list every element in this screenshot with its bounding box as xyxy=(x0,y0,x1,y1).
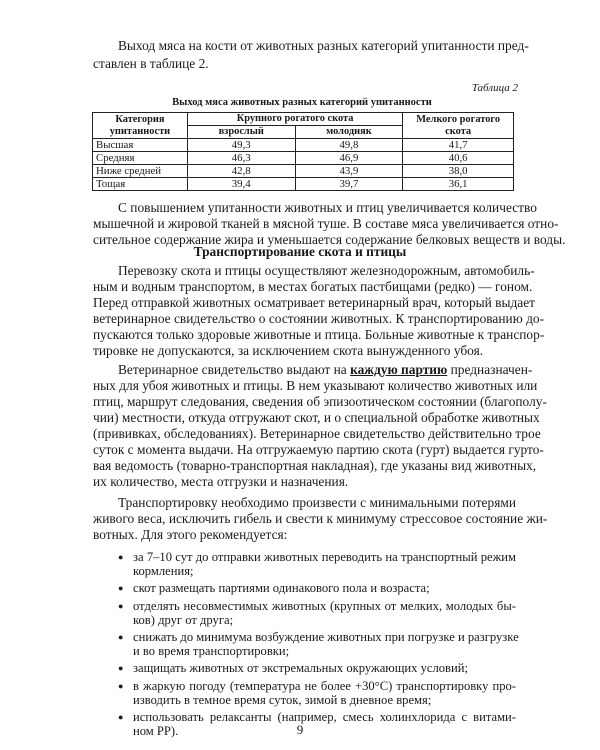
page-number: 9 xyxy=(296,722,304,737)
bullet-4-line-1: снижать до минимума возбуждение животных при погрузке и разгрузке xyxy=(133,630,519,644)
table-caption: Таблица 2 xyxy=(471,82,518,94)
para1-line-3: сительное содержание жира и уменьшается содержание белковых веществ и воды. xyxy=(93,232,566,247)
cell-young: 46,9 xyxy=(295,152,403,165)
para2-line-3: Перед отправкой животных осматривает ветеринарный врач, который выдает xyxy=(93,295,536,310)
para1-line-2: мышечной и жировой тканей в мясной туше. В составе мяса увеличивается отно- xyxy=(93,216,559,231)
row-label: Средняя xyxy=(93,152,188,165)
table-header-row-1 xyxy=(93,113,514,126)
header-adult: взрослый xyxy=(187,126,295,139)
cell-adult: 42,8 xyxy=(187,165,295,178)
bullet-3-line-1: отделять несовместимых животных (крупных от мелких, молодых бы- xyxy=(133,598,516,613)
para3-line-4: чии) местности, откуда отгружают скот, и о специальной обработке животных xyxy=(93,410,540,425)
table-row xyxy=(93,178,514,191)
para3-line-8: их количество, места отгрузки и назначения. xyxy=(93,474,349,489)
cell-small: 41,7 xyxy=(403,139,514,152)
para3-text-before: Ветеринарное свидетельство выдают на xyxy=(118,362,351,377)
para4-line-3: вотных. Для этого рекомендуется: xyxy=(93,527,288,542)
cell-small: 38,0 xyxy=(403,165,514,178)
row-label: Ниже средней xyxy=(93,165,188,178)
table-row xyxy=(93,152,514,165)
intro-line-1: Выход мяса на кости от животных разных категорий упитанности пред- xyxy=(118,38,529,53)
bullet-icon: ● xyxy=(118,583,124,594)
bullet-1-line-2: кормления; xyxy=(133,564,194,579)
intro-line-2: ставлен в таблице 2. xyxy=(93,56,209,71)
header-young: молодняк xyxy=(295,126,403,139)
cell-young: 49,8 xyxy=(295,139,403,152)
para2-line-1: Перевозку скота и птицы осуществляют железнодорожным, автомобиль- xyxy=(118,263,535,278)
para1-line-1: С повышением упитанности животных и птиц увеличивается количество xyxy=(118,200,537,215)
bullet-6-line-2: изводить в темное время суток, зимой в дневное время; xyxy=(133,692,432,707)
header-cattle: Крупного рогатого скота xyxy=(187,113,402,126)
cell-adult: 46,3 xyxy=(187,152,295,165)
para3-line-6: суток с момента выдачи. На отгружаемую партию скота (гурт) выдается гурто- xyxy=(93,442,544,457)
bullet-icon: ● xyxy=(118,632,124,642)
bullet-icon: ● xyxy=(118,600,124,611)
cell-small: 36,1 xyxy=(403,178,514,191)
para3-emphasis: каждую партию xyxy=(350,362,448,377)
para2-line-6: тировке не допускаются, за исключением скота вынужденного убоя. xyxy=(93,343,484,358)
para2-line-5: пускаются только здоровые животные и птица. Больные животные к транспор- xyxy=(93,327,545,342)
para3-line-7: вая ведомость (товарно-транспортная накладная), где указаны вид животных, xyxy=(93,458,537,473)
bullet-2-line-1: скот размещать партиями одинакового пола и возраста; xyxy=(133,581,430,596)
bullet-5-line-1: защищать животных от экстремальных окружающих условий; xyxy=(133,661,468,676)
para3-line-2: ных для убоя животных и птицы. В нем указывают количество животных или xyxy=(93,378,538,393)
table-title: Выход мяса животных разных категорий упитанности xyxy=(172,97,432,108)
row-label: Тощая xyxy=(93,178,188,191)
para2-line-2: ным и водным транспортом, в местах богатых пастбищами (редко) — гоном. xyxy=(93,279,533,294)
para2-line-4: ветеринарное свидетельство о состоянии животных. К транспортированию до- xyxy=(93,311,545,326)
bullet-7-line-1: использовать релаксанты (например, смесь холинхлорида с витами- xyxy=(133,710,516,724)
cell-young: 39,7 xyxy=(295,178,403,191)
para3-line-3: птиц, маршрут следования, сведения об эпизоотическом состоянии (благополу- xyxy=(93,394,547,409)
cell-young: 43,9 xyxy=(295,165,403,178)
para4-line-1: Транспортировку необходимо произвести с минимальными потерями xyxy=(118,495,516,510)
bullet-7-line-2: ном PP). xyxy=(133,724,179,739)
bullet-1-line-1: за 7–10 сут до отправки животных переводить на транспортный режим xyxy=(133,550,516,564)
row-label: Высшая xyxy=(93,139,188,152)
para3-line-5: (прививках, обследованиях). Ветеринарное свидетельство действительно трое xyxy=(93,426,541,441)
bullet-4-line-2: и во время транспортировки; xyxy=(133,644,290,659)
section-heading: Транспортирование скота и птицы xyxy=(193,244,407,259)
para4-line-2: живого веса, исключить гибель и свести к минимуму стрессовое состояние жи- xyxy=(93,511,548,526)
cell-adult: 49,3 xyxy=(187,139,295,152)
table-row xyxy=(93,139,514,152)
bullet-icon: ● xyxy=(118,663,124,674)
bullet-3-line-2: ков) друг от друга; xyxy=(133,612,234,627)
para3-line-1 xyxy=(118,362,533,378)
header-small-cattle: Мелкого рогатого скота xyxy=(403,113,514,139)
bullet-icon: ● xyxy=(118,712,124,722)
bullet-icon: ● xyxy=(118,552,124,562)
meat-yield-table xyxy=(92,112,514,191)
cell-adult: 39,4 xyxy=(187,178,295,191)
bullet-6-line-1: в жаркую погоду (температура не более +30°С) транспортировку про- xyxy=(133,678,516,693)
bullet-icon: ● xyxy=(118,680,124,691)
para3-text-after: предназначен- xyxy=(447,362,533,377)
header-category: Категория упитанности xyxy=(93,113,188,139)
cell-small: 40,6 xyxy=(403,152,514,165)
table-row xyxy=(93,165,514,178)
